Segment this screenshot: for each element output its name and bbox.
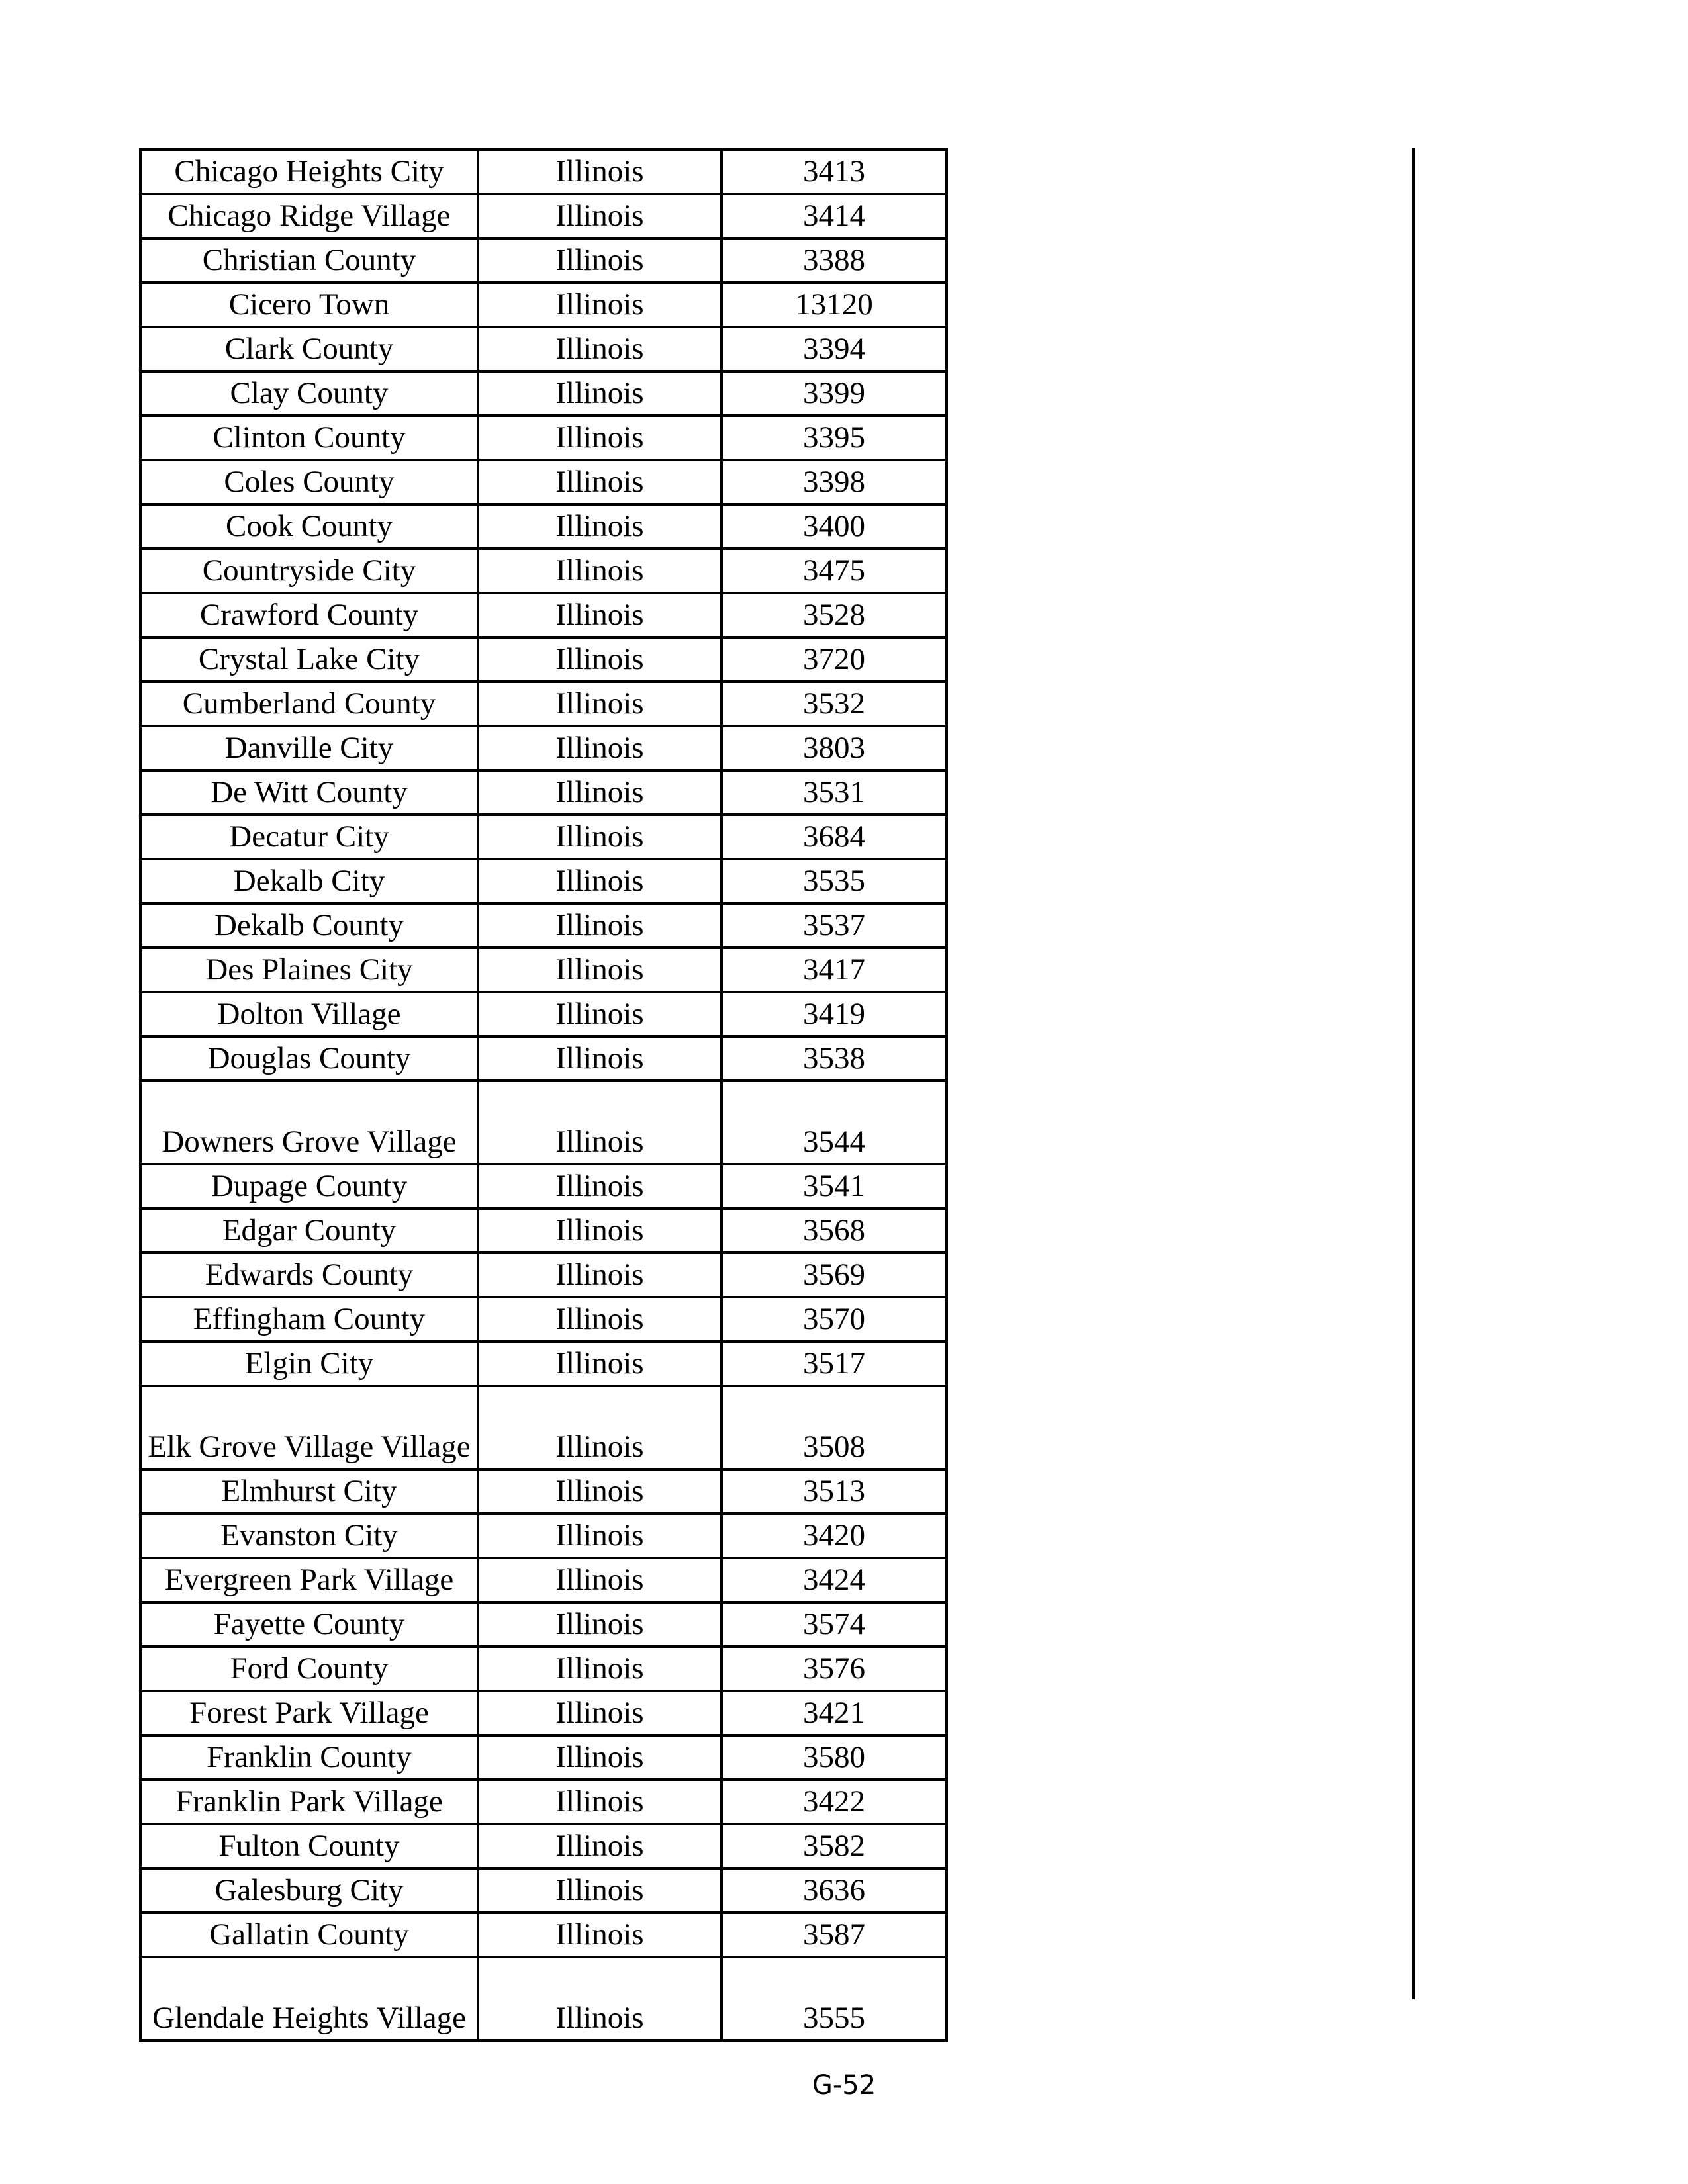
code-cell: 3720: [722, 637, 947, 682]
jurisdiction-name-cell: Evanston City: [140, 1514, 478, 1558]
jurisdiction-table: [139, 148, 948, 2042]
code-cell: 3531: [722, 770, 947, 815]
jurisdiction-name-cell: Franklin Park Village: [140, 1780, 478, 1824]
table-row: [140, 1780, 947, 1824]
jurisdiction-name-cell: Edgar County: [140, 1208, 478, 1253]
code-cell: 3535: [722, 859, 947, 903]
state-cell: Illinois: [478, 903, 722, 948]
jurisdiction-name-cell: Clinton County: [140, 416, 478, 460]
jurisdiction-name-cell: Galesburg City: [140, 1868, 478, 1913]
jurisdiction-name-cell: Elk Grove Village Village: [140, 1386, 478, 1469]
code-cell: 3508: [722, 1386, 947, 1469]
state-cell: Illinois: [478, 1342, 722, 1386]
state-cell: Illinois: [478, 1253, 722, 1297]
table-row: [140, 1386, 947, 1469]
jurisdiction-name-cell: Dupage County: [140, 1164, 478, 1208]
code-cell: 3569: [722, 1253, 947, 1297]
jurisdiction-name-cell: Dekalb City: [140, 859, 478, 903]
table-row: [140, 416, 947, 460]
table-row: [140, 1469, 947, 1514]
state-cell: Illinois: [478, 992, 722, 1036]
state-cell: Illinois: [478, 1824, 722, 1868]
jurisdiction-name-cell: Douglas County: [140, 1036, 478, 1081]
table-row: [140, 1164, 947, 1208]
state-cell: Illinois: [478, 416, 722, 460]
state-cell: Illinois: [478, 1164, 722, 1208]
code-cell: 3421: [722, 1691, 947, 1735]
code-cell: 3582: [722, 1824, 947, 1868]
state-cell: Illinois: [478, 460, 722, 504]
table-row: [140, 283, 947, 327]
state-cell: Illinois: [478, 726, 722, 770]
code-cell: 3587: [722, 1913, 947, 1957]
jurisdiction-name-cell: Coles County: [140, 460, 478, 504]
code-cell: 3420: [722, 1514, 947, 1558]
state-cell: Illinois: [478, 593, 722, 637]
code-cell: 3414: [722, 194, 947, 238]
state-cell: Illinois: [478, 1868, 722, 1913]
jurisdiction-name-cell: Glendale Heights Village: [140, 1957, 478, 2040]
state-cell: Illinois: [478, 1386, 722, 1469]
code-cell: 3422: [722, 1780, 947, 1824]
state-cell: Illinois: [478, 238, 722, 283]
jurisdiction-name-cell: De Witt County: [140, 770, 478, 815]
state-cell: Illinois: [478, 859, 722, 903]
table-row: [140, 327, 947, 371]
jurisdiction-name-cell: Decatur City: [140, 815, 478, 859]
code-cell: 3413: [722, 150, 947, 194]
code-cell: 3532: [722, 682, 947, 726]
table-row: [140, 504, 947, 549]
table-row: [140, 903, 947, 948]
table-row: [140, 460, 947, 504]
state-cell: Illinois: [478, 1957, 722, 2040]
state-cell: Illinois: [478, 283, 722, 327]
jurisdiction-name-cell: Crystal Lake City: [140, 637, 478, 682]
code-cell: 13120: [722, 283, 947, 327]
jurisdiction-name-cell: Christian County: [140, 238, 478, 283]
state-cell: Illinois: [478, 194, 722, 238]
right-margin-rule: [1412, 148, 1415, 1999]
table-row: [140, 1602, 947, 1647]
state-cell: Illinois: [478, 1208, 722, 1253]
code-cell: 3538: [722, 1036, 947, 1081]
jurisdiction-name-cell: Franklin County: [140, 1735, 478, 1780]
code-cell: 3803: [722, 726, 947, 770]
table-row: [140, 1342, 947, 1386]
jurisdiction-name-cell: Elgin City: [140, 1342, 478, 1386]
code-cell: 3528: [722, 593, 947, 637]
jurisdiction-name-cell: Elmhurst City: [140, 1469, 478, 1514]
table-row: [140, 371, 947, 416]
state-cell: Illinois: [478, 549, 722, 593]
table-row: [140, 637, 947, 682]
jurisdiction-name-cell: Cook County: [140, 504, 478, 549]
code-cell: 3580: [722, 1735, 947, 1780]
jurisdiction-name-cell: Des Plaines City: [140, 948, 478, 992]
state-cell: Illinois: [478, 504, 722, 549]
table-row: [140, 1691, 947, 1735]
table-row: [140, 770, 947, 815]
code-cell: 3388: [722, 238, 947, 283]
jurisdiction-name-cell: Evergreen Park Village: [140, 1558, 478, 1602]
state-cell: Illinois: [478, 1081, 722, 1164]
code-cell: 3684: [722, 815, 947, 859]
state-cell: Illinois: [478, 1647, 722, 1691]
state-cell: Illinois: [478, 150, 722, 194]
state-cell: Illinois: [478, 1913, 722, 1957]
code-cell: 3636: [722, 1868, 947, 1913]
code-cell: 3417: [722, 948, 947, 992]
table-row: [140, 194, 947, 238]
jurisdiction-name-cell: Fulton County: [140, 1824, 478, 1868]
table-body: [140, 150, 947, 2040]
table-row: [140, 682, 947, 726]
table-row: [140, 992, 947, 1036]
state-cell: Illinois: [478, 1602, 722, 1647]
state-cell: Illinois: [478, 327, 722, 371]
table-row: [140, 726, 947, 770]
code-cell: 3513: [722, 1469, 947, 1514]
state-cell: Illinois: [478, 1469, 722, 1514]
jurisdiction-name-cell: Gallatin County: [140, 1913, 478, 1957]
jurisdiction-name-cell: Ford County: [140, 1647, 478, 1691]
jurisdiction-name-cell: Clay County: [140, 371, 478, 416]
jurisdiction-name-cell: Countryside City: [140, 549, 478, 593]
state-cell: Illinois: [478, 1558, 722, 1602]
jurisdiction-name-cell: Fayette County: [140, 1602, 478, 1647]
jurisdiction-name-cell: Effingham County: [140, 1297, 478, 1342]
code-cell: 3537: [722, 903, 947, 948]
state-cell: Illinois: [478, 815, 722, 859]
table-row: [140, 1647, 947, 1691]
jurisdiction-name-cell: Dekalb County: [140, 903, 478, 948]
table-row: [140, 1208, 947, 1253]
table-row: [140, 948, 947, 992]
table-row: [140, 238, 947, 283]
table-row: [140, 549, 947, 593]
table-row: [140, 1253, 947, 1297]
table-row: [140, 1514, 947, 1558]
state-cell: Illinois: [478, 1691, 722, 1735]
jurisdiction-name-cell: Dolton Village: [140, 992, 478, 1036]
table-row: [140, 1913, 947, 1957]
code-cell: 3555: [722, 1957, 947, 2040]
jurisdiction-name-cell: Danville City: [140, 726, 478, 770]
table-row: [140, 593, 947, 637]
jurisdiction-name-cell: Forest Park Village: [140, 1691, 478, 1735]
code-cell: 3574: [722, 1602, 947, 1647]
state-cell: Illinois: [478, 948, 722, 992]
jurisdiction-name-cell: Edwards County: [140, 1253, 478, 1297]
table-row: [140, 1297, 947, 1342]
jurisdiction-name-cell: Clark County: [140, 327, 478, 371]
code-cell: 3541: [722, 1164, 947, 1208]
table-row: [140, 1957, 947, 2040]
table-row: [140, 1735, 947, 1780]
jurisdiction-name-cell: Downers Grove Village: [140, 1081, 478, 1164]
code-cell: 3400: [722, 504, 947, 549]
table-row: [140, 150, 947, 194]
table-row: [140, 1868, 947, 1913]
code-cell: 3517: [722, 1342, 947, 1386]
code-cell: 3576: [722, 1647, 947, 1691]
code-cell: 3475: [722, 549, 947, 593]
state-cell: Illinois: [478, 1514, 722, 1558]
state-cell: Illinois: [478, 1297, 722, 1342]
jurisdiction-name-cell: Cumberland County: [140, 682, 478, 726]
state-cell: Illinois: [478, 770, 722, 815]
state-cell: Illinois: [478, 637, 722, 682]
table-row: [140, 1081, 947, 1164]
state-cell: Illinois: [478, 371, 722, 416]
code-cell: 3424: [722, 1558, 947, 1602]
table-row: [140, 1824, 947, 1868]
jurisdiction-name-cell: Chicago Heights City: [140, 150, 478, 194]
page-number: G-52: [812, 2070, 876, 2101]
code-cell: 3544: [722, 1081, 947, 1164]
state-cell: Illinois: [478, 1735, 722, 1780]
state-cell: Illinois: [478, 1780, 722, 1824]
code-cell: 3419: [722, 992, 947, 1036]
state-cell: Illinois: [478, 1036, 722, 1081]
code-cell: 3570: [722, 1297, 947, 1342]
state-cell: Illinois: [478, 682, 722, 726]
table-row: [140, 859, 947, 903]
jurisdiction-name-cell: Cicero Town: [140, 283, 478, 327]
code-cell: 3398: [722, 460, 947, 504]
jurisdiction-name-cell: Chicago Ridge Village: [140, 194, 478, 238]
table-row: [140, 815, 947, 859]
code-cell: 3395: [722, 416, 947, 460]
code-cell: 3568: [722, 1208, 947, 1253]
table-row: [140, 1558, 947, 1602]
table-row: [140, 1036, 947, 1081]
code-cell: 3399: [722, 371, 947, 416]
code-cell: 3394: [722, 327, 947, 371]
jurisdiction-name-cell: Crawford County: [140, 593, 478, 637]
